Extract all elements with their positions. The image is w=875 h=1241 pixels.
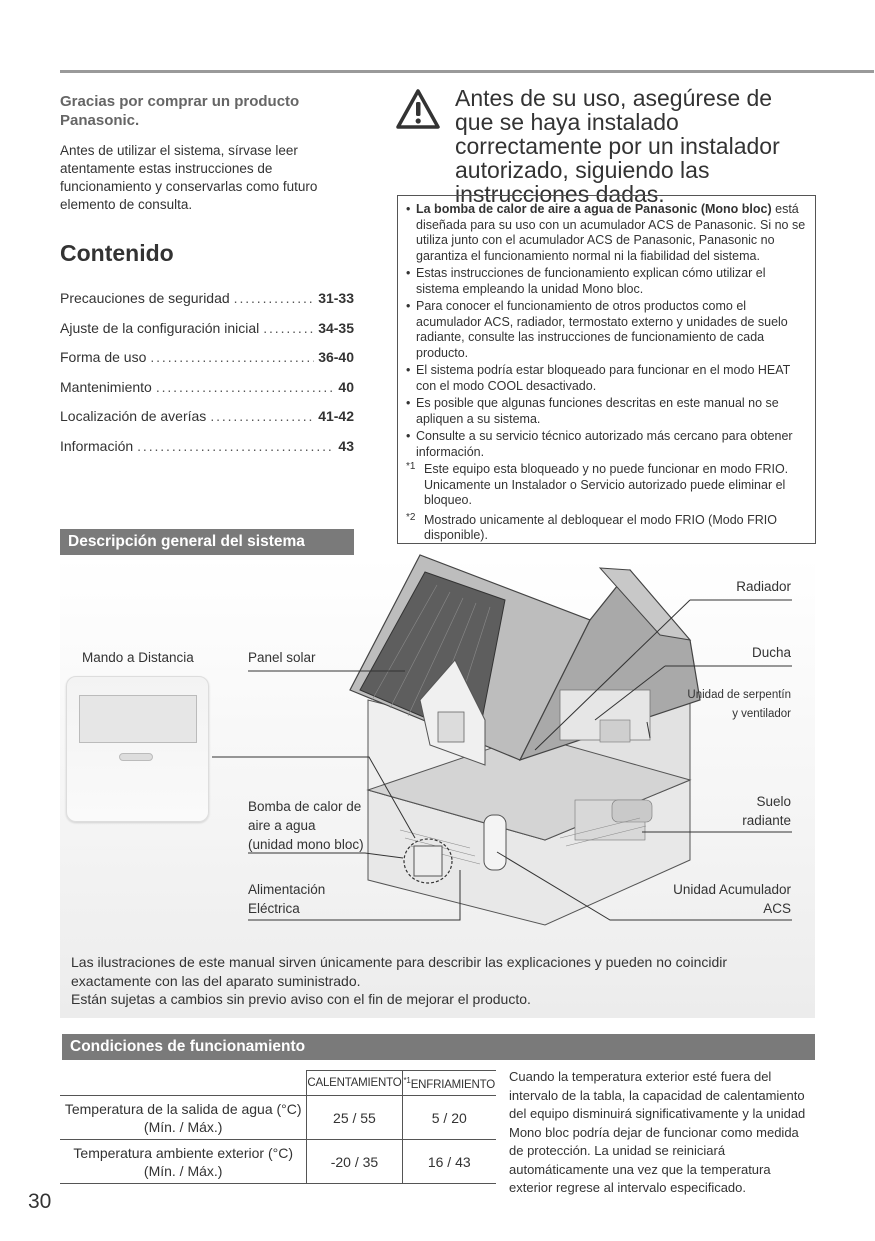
conditions-note: Cuando la temperatura exterior esté fuera del intervalo de la tabla, la capacidad de calentamiento del equipo disminuirá significativamente y la unidad Mono bloc podría dejar de funcionar como medida de protección. La unidad se reiniciará automáticamente una vez que la temperatura exterior regrese al intervalo especificado. [509, 1069, 806, 1195]
footnote: *2 Mostrado unicamente al debloquear el modo FRIO (Modo FRIO disponible). [406, 511, 777, 542]
toc-entry[interactable]: Ajuste de la configuración inicial . . . 34-35 [60, 320, 354, 350]
col-heating: CALENTAMIENTO [307, 1071, 402, 1096]
toc-entry[interactable]: Precauciones de seguridad . . . 31-33 [60, 290, 354, 320]
table-row: Temperatura de la salida de agua (°C) (Mín. / Máx.) 25 / 55 5 / 20 [60, 1096, 496, 1140]
label-floor-heating: Suelo radiante [742, 794, 791, 828]
label-shower: Ducha [751, 645, 791, 660]
disclaimer: Las ilustraciones de este manual sirven únicamente para describir las explicaciones y pueden no coincidir exactamente con las del aparato suministrado. Están sujetas a cambios sin previo aviso con el fin de mejorar el producto. [71, 954, 728, 1007]
toc-entry[interactable]: Mantenimiento . . . 40 [60, 379, 354, 409]
note-item: • Consulte a su servicio técnico autorizado más cercano para obtener información. [406, 429, 807, 460]
label-solar-panel: Panel solar [248, 650, 316, 665]
label-fan-coil: Unidad de serpentín y ventilador [687, 689, 791, 720]
conditions-section-title: Condiciones de funcionamiento [62, 1034, 815, 1060]
remote-onoff-button [119, 753, 153, 761]
col-cooling: $^{*1}$ENFRIAMIENTO [402, 1071, 496, 1096]
label-radiator: Radiador [736, 579, 791, 594]
contents-title: Contenido [60, 240, 174, 266]
intro-text: Antes de utilizar el sistema, sírvase leer atentamente estas instrucciones de funcionamiento y conservarlas como futuro elemento de consulta. [60, 143, 318, 212]
note-item: • Estas instrucciones de funcionamiento explican cómo utilizar el sistema empleando la unidad Mono bloc. [406, 266, 807, 297]
page-number: 30 [28, 1190, 52, 1213]
remote-control-illustration [66, 676, 209, 822]
remote-display [79, 695, 197, 743]
label-dhw-tank: Unidad Acumulador ACS [673, 882, 791, 916]
note-item: • El sistema podría estar bloqueado para funcionar en el modo HEAT con el modo COOL desactivado. [406, 363, 807, 394]
toc-entry[interactable]: Información . . . 43 [60, 438, 354, 468]
label-remote: Mando a Distancia [82, 650, 194, 665]
note-item: • Es posible que algunas funciones descritas en este manual no se apliquen a su sistema. [406, 396, 807, 427]
note-item: • La bomba de calor de aire a agua de Panasonic (Mono bloc) está diseñada para su uso con un acumulador ACS de Panasonic. Si no se utiliza junto con el acumulador ACS de Panasonic, Panasonic no garantiza el funcionamiento normal ni la fiabilidad del sistema. [406, 202, 807, 264]
overview-section-title: Descripción general del sistema [60, 529, 354, 555]
label-heat-pump: Bomba de calor de aire a agua (unidad mono bloc) [248, 799, 364, 852]
footnote: *1 Este equipo esta bloqueado y no puede funcionar en modo FRIO. Unicamente un Instalador o Servicio autorizado puede eliminar el bloqueo. [406, 461, 789, 507]
label-power-supply: Alimentación Eléctrica [248, 882, 326, 916]
warning-text: Antes de su uso, asegúrese de que se haya instalado correctamente por un instalador autorizado, siguiendo las instrucciones dadas. [455, 85, 780, 207]
conditions-table [60, 1070, 496, 1184]
toc-entry[interactable]: Localización de averías . . . 41-42 [60, 408, 354, 438]
intro-title: Gracias por comprar un producto Panasonic. [60, 93, 300, 129]
table-row: Temperatura ambiente exterior (°C) (Mín. / Máx.) -20 / 35 16 / 43 [60, 1140, 496, 1184]
note-item: • Para conocer el funcionamiento de otros productos como el acumulador ACS, radiador, termostato externo y unidades de suelo radiante, consulte las instrucciones de funcionamiento de cada producto. [406, 299, 807, 361]
toc-entry[interactable]: Forma de uso . . . 36-40 [60, 349, 354, 379]
